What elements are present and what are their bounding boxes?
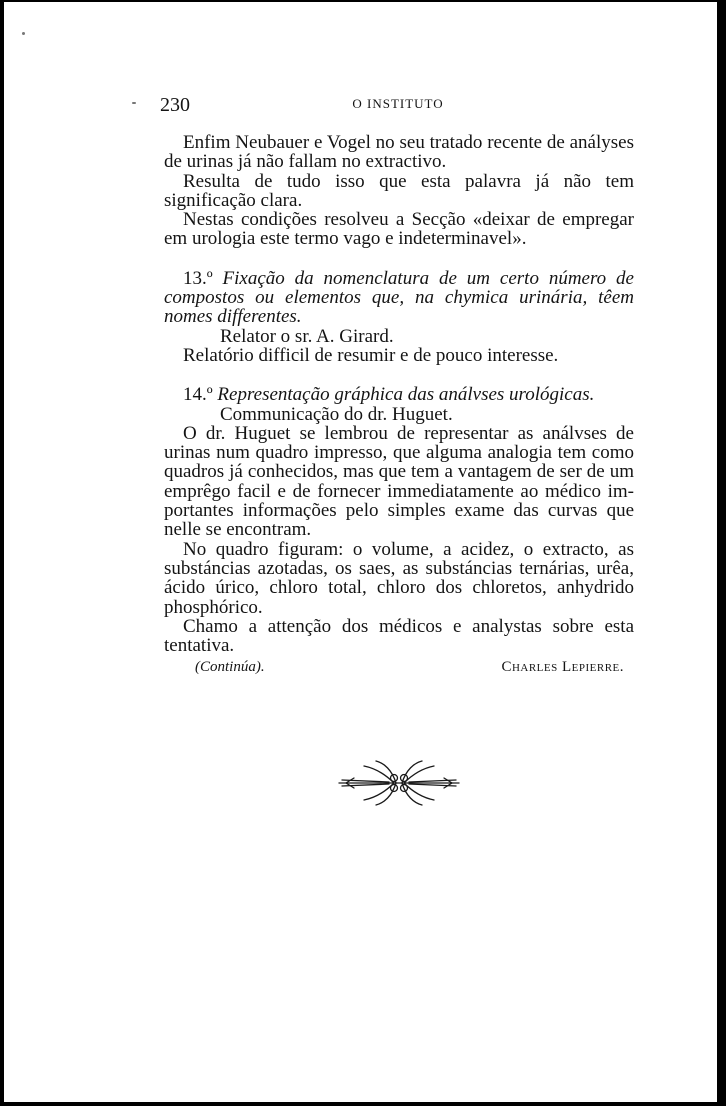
continued-note: (Continúa). [195,659,265,676]
page-body [164,133,634,680]
section-13-heading [164,269,634,327]
section-13-text: Relatório difficil de resumir e de pouco interesse. [183,344,559,366]
page-speck [22,32,25,35]
signature-line [164,658,634,680]
page [4,2,717,1102]
section-14-title: Representação gráphica das análvses urológicas. [217,384,595,406]
section-13-number: 13.º [183,267,223,289]
page-number: 230 [160,94,190,116]
section-13-relator: Relator o sr. A. Girard. [220,325,394,347]
running-title: O INSTITUTO [352,96,444,111]
paragraph: Resulta de tudo isso que esta palavra já não tem significação clara. [164,170,634,211]
section-14-heading [164,385,634,404]
page-speck [132,102,136,104]
paragraph: No quadro figuram: o volume, a acidez, o extracto, as substáncias azotadas, os saes, as substáncias ternárias, urêa, ácido úrico, chloro total, chloro dos chloretos, anhydrido phosphórico. [164,538,634,618]
paragraph: O dr. Huguet se lembrou de representar as análvses de urinas num quadro impresso, que alguma analogia tem como quadros já conhecidos, mas que tem a vantagem de ser de um emprêgo facil e de fornecer immediatamente ao médico importantes informações pelo simples exame das curvas que nelle se encontram. [164,422,634,541]
paragraph: Chamo a attenção dos médicos e analystas sobre esta tentativa. [164,615,634,657]
paragraph: Enfim Neubauer e Vogel no seu tratado recente de anályses de urinas já não fallam no extractivo. [164,132,634,173]
paragraph: Nestas condições resolveu a Secção «deixar de empregar em urologia este termo vago e indeterminavel». [164,209,634,250]
scan-border [717,0,726,1106]
section-13-title: Fixação da nomenclatura de um certo número de compostos ou elementos que, na chymica urinária, têem nomes differentes. [164,267,634,328]
page-header [160,94,636,118]
section-14-communication: Communicação do dr. Huguet. [220,403,453,425]
ornament-flourish-icon [334,758,464,808]
section-14-number: 14.º [183,384,218,406]
author-name: Charles Lepierre. [501,659,624,676]
